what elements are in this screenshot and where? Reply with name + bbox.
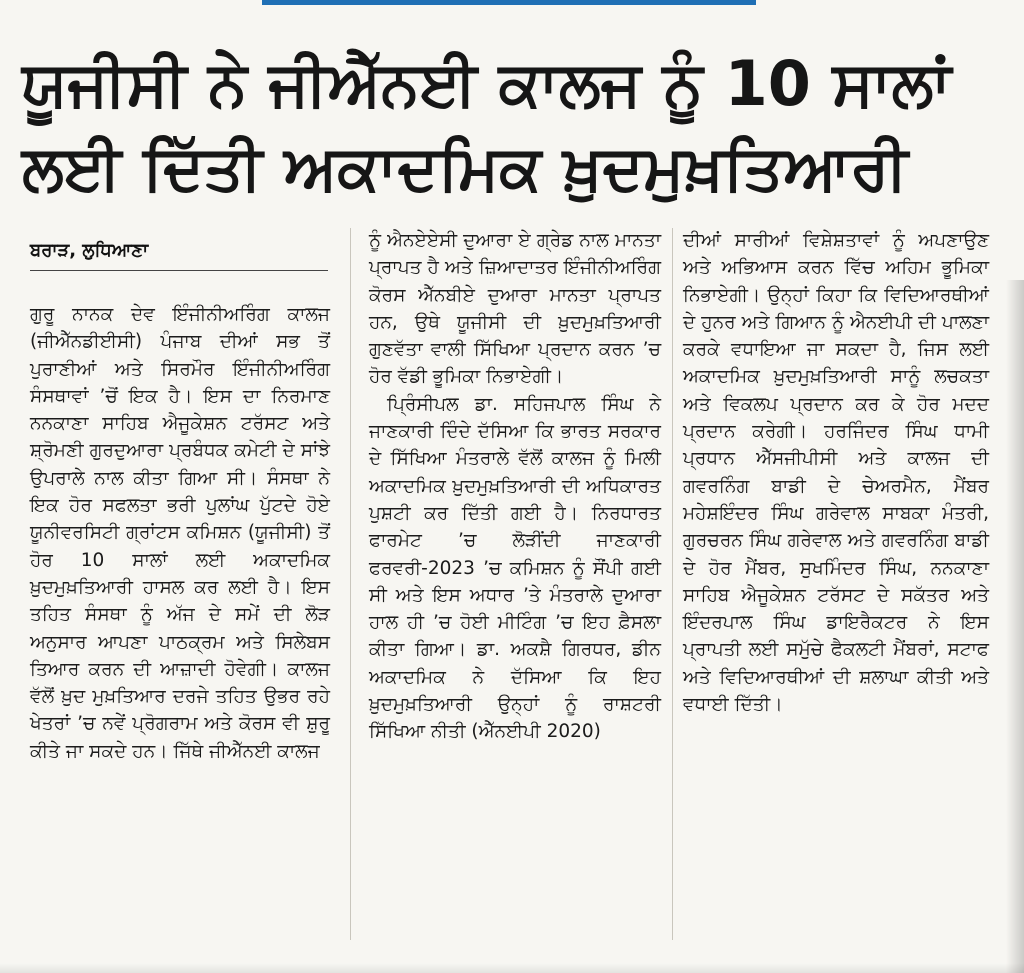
column-divider <box>672 228 673 940</box>
byline: ਬਰਾੜ, ਲੁਧਿਆਣਾ <box>30 240 149 261</box>
page-bottom-shadow <box>0 963 1024 973</box>
article-paragraph: ਦੀਆਂ ਸਾਰੀਆਂ ਵਿਸ਼ੇਸ਼ਤਾਵਾਂ ਨੂੰ ਅਪਣਾਉਣ ਅਤੇ ਅਭਿਆਸ ਕਰਨ ਵਿੱਚ ਅਹਿਮ ਭੂਮਿਕਾ ਨਿਭਾਏਗੀ। ਉਨ੍ਹਾਂ ਕਿਹਾ ਕਿ ਵਿਦਿਆਰਥੀਆਂ ਦੇ ਹੁਨਰ ਅਤੇ ਗਿਆਨ ਨੂੰ ਐਨਈਪੀ ਦੀ ਪਾਲਣਾ ਕਰਕੇ ਵਧਾਇਆ ਜਾ ਸਕਦਾ ਹੈ, ਜਿਸ ਲਈ ਅਕਾਦਮਿਕ ਖ਼ੁਦਮੁਖ਼ਤਿਆਰੀ ਸਾਨੂੰ ਲਚਕਤਾ ਅਤੇ ਵਿਕਲਪ ਪ੍ਰਦਾਨ ਕਰ ਕੇ ਹੋਰ ਮਦਦ ਪ੍ਰਦਾਨ ਕਰੇਗੀ। ਹਰਜਿੰਦਰ ਸਿੰਘ ਧਾਮੀ ਪ੍ਰਧਾਨ ਐੱਸਜੀਪੀਸੀ ਅਤੇ ਕਾਲਜ ਦੀ ਗਵਰਨਿੰਗ ਬਾਡੀ ਦੇ ਚੇਅਰਮੈਨ, ਮੈਂਬਰ ਮਹੇਸ਼ਇੰਦਰ ਸਿੰਘ ਗਰੇਵਾਲ ਸਾਬਕਾ ਮੰਤਰੀ, ਗੁਰਚਰਨ ਸਿੰਘ ਗਰੇਵਾਲ ਅਤੇ ਗਵਰਨਿੰਗ ਬਾਡੀ ਦੇ ਹੋਰ ਮੈਂਬਰ, ਸੁਖਮਿੰਦਰ ਸਿੰਘ, ਨਨਕਾਣਾ ਸਾਹਿਬ ਐਜੂਕੇਸ਼ਨ ਟਰੱਸਟ ਦੇ ਸਕੱਤਰ ਅਤੇ ਇੰਦਰਪਾਲ ਸਿੰਘ ਡਾਇਰੈਕਟਰ ਨੇ ਇਸ ਪ੍ਰਾਪਤੀ ਲਈ ਸਮੁੱਚੇ ਫੈਕਲਟੀ ਮੈਂਬਰਾਂ, ਸਟਾਫ ਅਤੇ ਵਿਦਿਆਰਥੀਆਂ ਦੀ ਸ਼ਲਾਘਾ ਕੀਤੀ ਅਤੇ ਵਧਾਈ ਦਿੱਤੀ। <box>683 230 989 716</box>
top-accent-bar <box>262 0 756 5</box>
column-divider <box>350 228 351 940</box>
article-paragraph: ਨੂੰ ਐਨਏਏਸੀ ਦੁਆਰਾ ਏ ਗ੍ਰੇਡ ਨਾਲ ਮਾਨਤਾ ਪ੍ਰਾਪਤ ਹੈ ਅਤੇ ਜ਼ਿਆਦਾਤਰ ਇੰਜੀਨੀਅਰਿੰਗ ਕੋਰਸ ਐੱਨਬੀਏ ਦੁਆਰਾ ਮਾਨਤਾ ਪ੍ਰਾਪਤ ਹਨ, ਉਥੇ ਯੂਜੀਸੀ ਦੀ ਖ਼ੁਦਮੁਖ਼ਤਿਆਰੀ ਗੁਣਵੱਤਾ ਵਾਲੀ ਸਿੱਖਿਆ ਪ੍ਰਦਾਨ ਕਰਨ ’ਚ ਹੋਰ ਵੱਡੀ ਭੂਮਿਕਾ ਨਿਭਾਏਗੀ। <box>369 230 661 388</box>
article-paragraph: ਗੁਰੂ ਨਾਨਕ ਦੇਵ ਇੰਜੀਨੀਅਰਿੰਗ ਕਾਲਜ (ਜੀਐੱਨਡੀਈਸੀ) ਪੰਜਾਬ ਦੀਆਂ ਸਭ ਤੋਂ ਪੁਰਾਣੀਆਂ ਅਤੇ ਸਿਰਮੌਰ ਇੰਜੀਨੀਅਰਿੰਗ ਸੰਸਥਾਵਾਂ ’ਚੋਂ ਇਕ ਹੈ। ਇਸ ਦਾ ਨਿਰਮਾਣ ਨਨਕਾਣਾ ਸਾਹਿਬ ਐਜੂਕੇਸ਼ਨ ਟਰੱਸਟ ਅਤੇ ਸ਼੍ਰੋਮਣੀ ਗੁਰਦੁਆਰਾ ਪ੍ਰਬੰਧਕ ਕਮੇਟੀ ਦੇ ਸਾਂਝੇ ਉਪਰਾਲੇ ਨਾਲ ਕੀਤਾ ਗਿਆ ਸੀ। ਸੰਸਥਾ ਨੇ ਇਕ ਹੋਰ ਸਫਲਤਾ ਭਰੀ ਪੁਲਾਂਘ ਪੁੱਟਦੇ ਹੋਏ ਯੂਨੀਵਰਸਿਟੀ ਗ੍ਰਾਂਟਸ ਕਮਿਸ਼ਨ (ਯੂਜੀਸੀ) ਤੋਂ ਹੋਰ 10 ਸਾਲਾਂ ਲਈ ਅਕਾਦਮਿਕ ਖ਼ੁਦਮੁਖ਼ਤਿਆਰੀ ਹਾਸਲ ਕਰ ਲਈ ਹੈ। ਇਸ ਤਹਿਤ ਸੰਸਥਾ ਨੂੰ ਅੱਜ ਦੇ ਸਮੇਂ ਦੀ ਲੋੜ ਅਨੁਸਾਰ ਆਪਣਾ ਪਾਠਕ੍ਰਮ ਅਤੇ ਸਿਲੇਬਸ ਤਿਆਰ ਕਰਨ ਦੀ ਆਜ਼ਾਦੀ ਹੋਵੇਗੀ। ਕਾਲਜ ਵੱਲੋਂ ਖ਼ੁਦ ਮੁਖ਼ਤਿਆਰ ਦਰਜੇ ਤਹਿਤ ਉਭਰ ਰਹੇ ਖੇਤਰਾਂ ’ਚ ਨਵੇਂ ਪ੍ਰੋਗਰਾਮ ਅਤੇ ਕੋਰਸ ਵੀ ਸ਼ੁਰੂ ਕੀਤੇ ਜਾ ਸਕਦੇ ਹਨ। ਜਿੱਥੇ ਜੀਐੱਨਈ ਕਾਲਜ <box>30 304 330 762</box>
article-column-1 <box>30 301 330 765</box>
headline-line-2: ਲਈ ਦਿੱਤੀ ਅਕਾਦਮਿਕ ਖ਼ੁਦਮੁਖ਼ਤਿਆਰੀ <box>22 131 908 204</box>
article-paragraph: ਪ੍ਰਿੰਸੀਪਲ ਡਾ. ਸਹਿਜਪਾਲ ਸਿੰਘ ਨੇ ਜਾਣਕਾਰੀ ਦਿੰਦੇ ਦੱਸਿਆ ਕਿ ਭਾਰਤ ਸਰਕਾਰ ਦੇ ਸਿੱਖਿਆ ਮੰਤਰਾਲੇ ਵੱਲੋਂ ਕਾਲਜ ਨੂੰ ਮਿਲੀ ਅਕਾਦਮਿਕ ਖ਼ੁਦਮੁਖ਼ਤਿਆਰੀ ਦੀ ਅਧਿਕਾਰਤ ਪੁਸ਼ਟੀ ਕਰ ਦਿੱਤੀ ਗਈ ਹੈ। ਨਿਰਧਾਰਤ ਫਾਰਮੇਟ ’ਚ ਲੋੜੀਂਦੀ ਜਾਣਕਾਰੀ ਫਰਵਰੀ-2023 ’ਚ ਕਮਿਸ਼ਨ ਨੂੰ ਸੌਂਪੀ ਗਈ ਸੀ ਅਤੇ ਇਸ ਅਧਾਰ ’ਤੇ ਮੰਤਰਾਲੇ ਦੁਆਰਾ ਹਾਲ ਹੀ ’ਚ ਹੋਈ ਮੀਟਿੰਗ ’ਚ ਇਹ ਫ਼ੈਸਲਾ ਕੀਤਾ ਗਿਆ। ਡਾ. ਅਕਸ਼ੈ ਗਿਰਧਰ, ਡੀਨ ਅਕਾਦਮਿਕ ਨੇ ਦੱਸਿਆ ਕਿ ਇਹ ਖ਼ੁਦਮੁਖ਼ਤਿਆਰੀ ਉਨ੍ਹਾਂ ਨੂੰ ਰਾਸ਼ਟਰੀ ਸਿੱਖਿਆ ਨੀਤੀ (ਐੱਨਈਪੀ 2020) <box>369 393 661 743</box>
headline <box>22 42 1002 210</box>
headline-line-1: ਯੂਜੀਸੀ ਨੇ ਜੀਐੱਨਈ ਕਾਲਜ ਨੂੰ 10 ਸਾਲਾਂ <box>22 47 951 120</box>
page-edge-shadow <box>1006 280 1024 973</box>
article-column-3 <box>683 227 989 718</box>
article-column-2 <box>369 227 661 746</box>
byline-rule <box>30 270 328 271</box>
